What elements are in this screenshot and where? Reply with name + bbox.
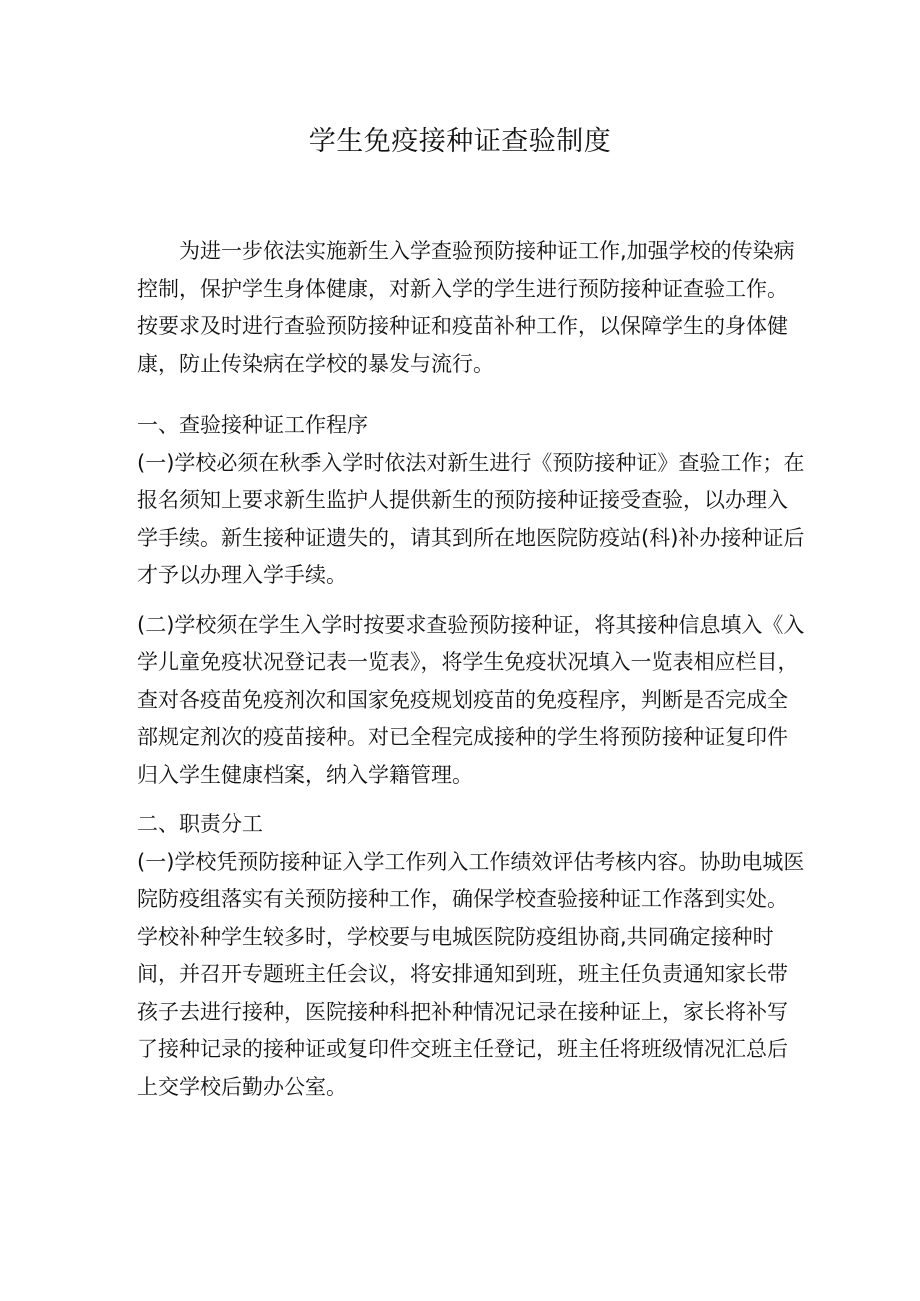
document-body	[137, 233, 805, 1106]
section-2-heading: 二、职责分工	[137, 812, 263, 836]
spacer	[137, 383, 805, 407]
document-title: 学生免疫接种证查验制度	[308, 126, 612, 157]
spacer	[137, 595, 805, 607]
section-2-item-1: (一)学校凭预防接种证入学工作列入工作绩效评估考核内容。协助电城医院防疫组落实有关预防接种工作，确保学校查验接种证工作落到实处。学校补种学生较多时，学校要与电城医院防疫组协商,共同确定接种时间，并召开专题班主任会议，将安排通知到班，班主任负责通知家长带孩子去进行接种，医院接种科把补种情况记录在接种证上，家长将补写了接种记录的接种证或复印件交班主任登记，班主任将班级情况汇总后上交学校后勤办公室。	[137, 849, 805, 1099]
section-1-heading: 一、查验接种证工作程序	[137, 413, 368, 437]
intro-paragraph: 为进一步依法实施新生入学查验预防接种证工作,加强学校的传染病控制，保护学生身体健康，对新入学的学生进行预防接种证查验工作。按要求及时进行查验预防接种证和疫苗补种工作，以保障学生的身体健康，防止传染病在学校的暴发与流行。	[137, 239, 795, 376]
section-1-item-2: (二)学校须在学生入学时按要求查验预防接种证，将其接种信息填入《入学儿童免疫状况登记表一览表》，将学生免疫状况填入一览表相应栏目，查对各疫苗免疫剂次和国家免疫规划疫苗的免疫程序，判断是否完成全部规定剂次的疫苗接种。对已全程完成接种的学生将预防接种证复印件归入学生健康档案，纳入学籍管理。	[137, 612, 805, 787]
spacer	[137, 794, 805, 806]
section-1-item-1: (一)学校必须在秋季入学时依法对新生进行《预防接种证》查验工作；在报名须知上要求新生监护人提供新生的预防接种证接受查验，以办理入学手续。新生接种证遗失的，请其到所在地医院防疫站(科)补办接种证后才予以办理入学手续。	[137, 450, 805, 587]
